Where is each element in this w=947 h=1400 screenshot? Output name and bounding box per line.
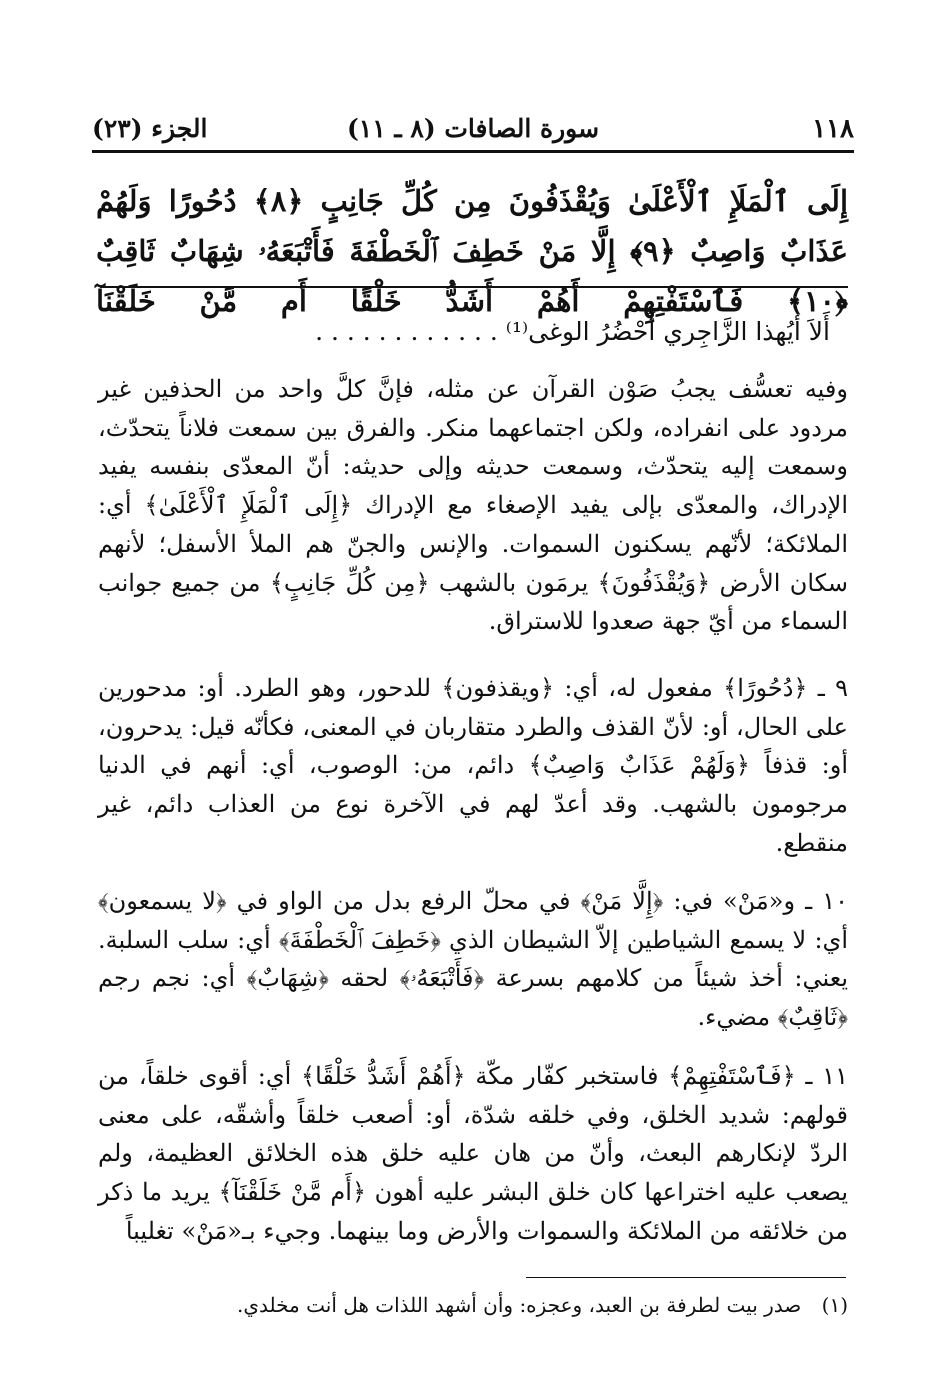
verses-rule <box>100 286 848 288</box>
commentary-paragraph-1: وفيه تعسُّف يجبُ صَوْن القرآن عن مثله، فإنَّ كلَّ واحد من الحذفين غير مردود على انفراده، ولكن اجتماعهما منكر. والفرق بين سمعت فلاناً يتحدّث، وسمعت إليه يتحدّث، وسمعت حديثه وإلى حديثه: أنّ المعدّى بنفسه يفيد الإدراك، والمعدّى بإلى يفيد الإصغاء مع الإدراك ﴿إِلَى ٱلْمَلَإِ ٱلْأَعْلَىٰ﴾ أي: الملائكة؛ لأنّهم يسكنون السموات. والإنس والجنّ هم الملأ الأسفل؛ لأنهم سكان الأرض ﴿وَيُقْذَفُونَ﴾ يرمَون بالشهب ﴿مِن كُلِّ جَانِبٍ﴾ من جميع جوانب السماء من أيّ جهة صعدوا للاستراق. <box>98 375 848 636</box>
poem-verse: أَلاَ أيُهذا الزَّاجِري أَحْضُرُ الوغى⁽¹⁾ . . . . . . . . . . . . <box>315 317 830 346</box>
footnote <box>98 1290 848 1320</box>
commentary-paragraph-verse-10: ١٠ ـ و«مَنْ» في: ﴿إِلَّا مَنْ﴾ في محلّ الرفع بدل من الواو في ﴿لا يسمعون﴾ أي: لا يسمع الشياطين إلاّ الشيطان الذي ﴿خَطِفَ ٱلْخَطْفَةَ﴾ أي: سلب السلبة. يعني: أخذ شيئاً من كلامهم بسرعة ﴿فَأَتْبَعَهُۥ﴾ لحقه ﴿شِهَابٌ﴾ أي: نجم رجم ﴿ثَاقِبٌ﴾ مضيء. <box>98 887 848 1032</box>
header-rule <box>92 150 854 153</box>
quran-verses: إِلَى ٱلْمَلَإِ ٱلْأَعْلَىٰ وَيُقْذَفُونَ مِن كُلِّ جَانِبٍ ﴿٨﴾ دُحُورًا وَلَهُمْ عَذَابٌ وَاصِبٌ ﴿٩﴾ إِلَّا مَنْ خَطِفَ ٱلْخَطْفَةَ فَأَتْبَعَهُۥ شِهَابٌ ثَاقِبٌ ﴿١٠﴾ فَٱسْتَفْتِهِمْ أَهُمْ أَشَدُّ خَلْقًا أَم مَّنْ خَلَقْنَآ <box>96 184 849 318</box>
footnote-rule <box>526 1277 846 1278</box>
commentary-paragraph-verse-11: ١١ ـ ﴿فَٱسْتَفْتِهِمْ﴾ فاستخبر كفّار مكّة ﴿أَهُمْ أَشَدُّ خَلْقًا﴾ أي: أقوى خلقاً، من قولهم: شديد الخلق، وفي خلقه شدّة، أو: أصعب خلقاً وأشقّه، على معنى الردّ لإنكارهم البعث، وأنّ من هان عليه خلق هذه الخلائق العظيمة، ولم يصعب عليه اختراعها كان خلق البشر عليه أهون ﴿أَم مَّنْ خَلَقْنَآ﴾ يريد ما ذكر من خلائقه من الملائكة والسموات والأرض وما بينهما. وجيء بـ«مَنْ» تغليباً <box>98 1062 849 1245</box>
poem-line <box>98 312 848 352</box>
footnote-text: صدر بيت لطرفة بن العبد، وعجزه: وأن أشهد اللذات هل أنت مخلدي. <box>237 1293 802 1317</box>
commentary-paragraph-verse-9: ٩ ـ ﴿دُحُورًا﴾ مفعول له، أي: ﴿ويقذفون﴾ للدحور، وهو الطرد. أو: مدحورين على الحال، أو: لأنّ القذف والطرد متقاربان في المعنى، فكأنّه قيل: يدحرون، أو: قذفاً ﴿وَلَهُمْ عَذَابٌ وَاصِبٌ﴾ دائم، من: الوصوب، أي: أنهم في الدنيا مرجومون بالشهب. وقد أعدّ لهم في الآخرة نوع من العذاب دائم، غير منقطع. <box>98 674 849 857</box>
part-number: الجزء (٢٣) <box>92 114 208 143</box>
footnote-number: (١) <box>821 1293 848 1317</box>
page-number: ١١٨ <box>812 114 854 144</box>
surah-title: سورة الصافات (٨ ـ ١١) <box>346 114 600 143</box>
page-header <box>92 108 854 148</box>
